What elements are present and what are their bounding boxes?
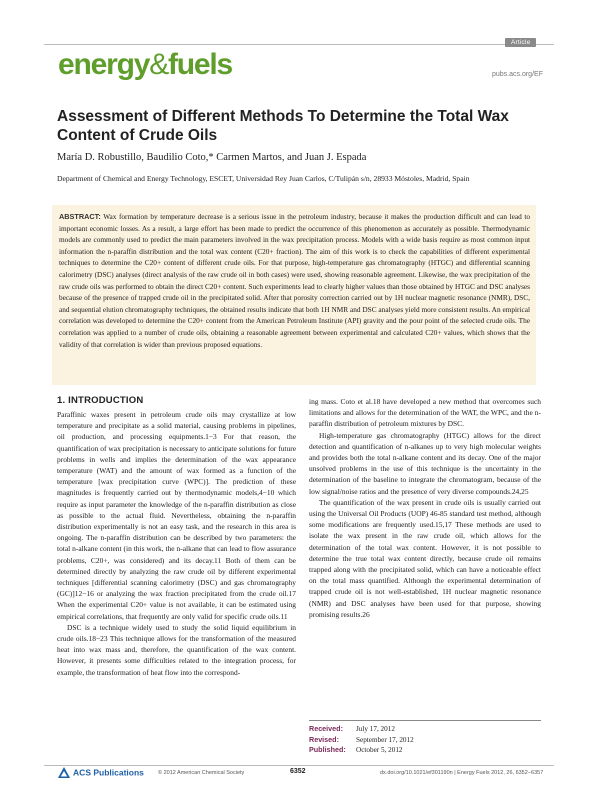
paragraph: The quantification of the wax present in crude oils is usually carried out using the Universal Oil Products (UOP) 46-85 standard test method, although some modifications are frequently used.15,17 These methods are used to isolate the wax present in the raw crude oil, which allows for the determination of the total wax content. However, it is not possible to determine the true total wax content directly, because crude oil remains trapped along with the precipitated solid, which can have a noticeable effect on the total mass quantified. Although the experimental determination of trapped crude oil is not well-established, 1H nuclear magnetic resonance (NMR) and DSC analyses have been used for that purpose, showing promising results.26 — [309, 497, 541, 619]
abstract-text: Wax formation by temperature decrease is a serious issue in the petroleum industry, because it makes the production difficult and can lead to important economic losses. As a result, a large effort has been made to predict the occurrence of this phenomenon as accurately as possible. Thermodynamic models are commonly used to predict the main parameters involved in the wax precipitation process. Models with a wide basis require as most common input information the n-paraffin distribution and the total wax content (C20+ fraction). The aim of this work is to check the capabilities of different experimental techniques to determine the C20+ content of different crude oils. For that purpose, high-temperature gas chromatography (HTGC) and differential scanning calorimetry (DSC) analyses (direct analysis of the raw crude oil in both cases) were used, showing reasonable agreement. Likewise, the wax precipitation of the raw crude oils was performed to obtain the direct C20+ content. Such experiments lead to clearly higher values than those obtained by HTGC and DSC analyses because of the presence of trapped crude oil in the precipitated solid. After that porosity correction carried out by 1H nuclear magnetic resonance (NMR), DSC, and sequential elution chromatography techniques, the obtained results indicate that both 1H NMR and DSC analyses yield more consistent results. An empirical correlation was developed to determine the C20+ content from the American Petroleum Institute (API) gravity and the pour point of the selected crude oils. The correlation was applied to a number of crude oils, obtaining a reasonable agreement between experimental and calculated C20+ values, which shows that the validity of that correlation is wider than previous proposed equations. — [59, 212, 530, 349]
page-number: 6352 — [290, 768, 306, 775]
section-heading-introduction: 1. INTRODUCTION — [57, 395, 144, 406]
affiliation: Department of Chemical and Energy Technology, ESCET, Universidad Rey Juan Carlos, C/Tulipán s/n, 28933 Móstoles, Madrid, Spain — [57, 174, 470, 183]
abstract-label: ABSTRACT: — [59, 212, 101, 221]
abstract-box — [52, 205, 536, 385]
journal-logo-part2: fuels — [168, 48, 233, 81]
acs-publications-logo[interactable] — [57, 766, 144, 780]
journal-logo-amp: & — [149, 48, 168, 81]
journal-url[interactable]: pubs.acs.org/EF — [492, 71, 543, 78]
journal-logo-part1: energy — [58, 48, 150, 81]
paragraph: Paraffinic waxes present in petroleum crude oils may crystallize at low temperature and precipitate as a solid material, causing problems in pipelines, oil production, and processing equipments.1−3 For that reason, the quantification of wax precipitation is necessary to anticipate solutions for future problems in wells and implies the determination of the wax appearance temperature (WAT) and the amount of wax formed as a function of the temperature [wax precipitation curve (WPC)]. The prediction of these magnitudes is frequently carried out by thermodynamic models,4−10 which require as input parameter the knowledge of the n-paraffin distribution as close as possible to the actual fluid. Nevertheless, obtaining the n-paraffin distribution experimentally is not an easy task, and the research in this area is ongoing. The n-paraffin distribution can be described by two parameters: the total n-alkane content (in this work, the n-alkane that can lead to flow assurance problems, C20+, was considered) and its decay.11 Both of them can be determined directly by analyzing the raw crude oil by different experimental techniques [differential scanning calorimetry (DSC) and gas chromatography (GC)]12−16 or analyzing the wax fraction precipitated from the crude oil.17 When the experimental C20+ value is not available, it can be estimated using empirical correlations, that frequently are only valid for specific crude oils.11 — [57, 410, 296, 621]
publisher-name: ACS Publications — [73, 767, 144, 778]
body-column-right — [309, 396, 541, 620]
body-column-left — [57, 409, 296, 678]
paragraph: ing mass. Coto et al.18 have developed a new method that overcomes such limitations and allows for the determination of the WAT, the WPC, and the n-paraffin distribution of petroleum mixtures by DSC. — [309, 397, 541, 429]
date-revised: Revised: September 17, 2012 — [309, 734, 414, 744]
copyright: © 2012 American Chemical Society — [158, 770, 245, 776]
paragraph: DSC is a technique widely used to study the solid liquid equilibrium in crude oils.18−23 This technique allows for the transformation of the measured heat into wax mass and, therefore, the quantification of the wax content. However, it presents some difficulties related to the integration process, for example, the transformation of heat flow into the correspond- — [57, 622, 296, 677]
doi-citation[interactable]: dx.doi.org/10.1021/ef301190n | Energy Fuels 2012, 26, 6352−6357 — [380, 770, 544, 776]
date-published: Published: October 5, 2012 — [309, 745, 403, 754]
publication-dates — [309, 720, 541, 756]
acs-logo-icon — [57, 766, 71, 780]
paragraph: High-temperature gas chromatography (HTGC) allows for the direct detection and quantification of n-alkanes up to very high molecular weights and provides both the total n-alkane content and its decay. One of the major unsolved problems in the use of this technique is the uncertainty in the determination of the baseline to integrate the chromatogram, because of the low signal/noise ratios and the presence of very diverse compounds.24,25 — [309, 430, 541, 496]
article-title: Assessment of Different Methods To Determine the Total Wax Content of Crude Oils — [57, 108, 509, 144]
journal-logo — [58, 48, 232, 82]
date-received: Received: July 17, 2012 — [309, 724, 395, 733]
article-badge: Article — [505, 38, 536, 47]
header-rule — [44, 44, 554, 45]
author-list: María D. Robustillo, Baudilio Coto,* Carmen Martos, and Juan J. Espada — [57, 152, 367, 163]
